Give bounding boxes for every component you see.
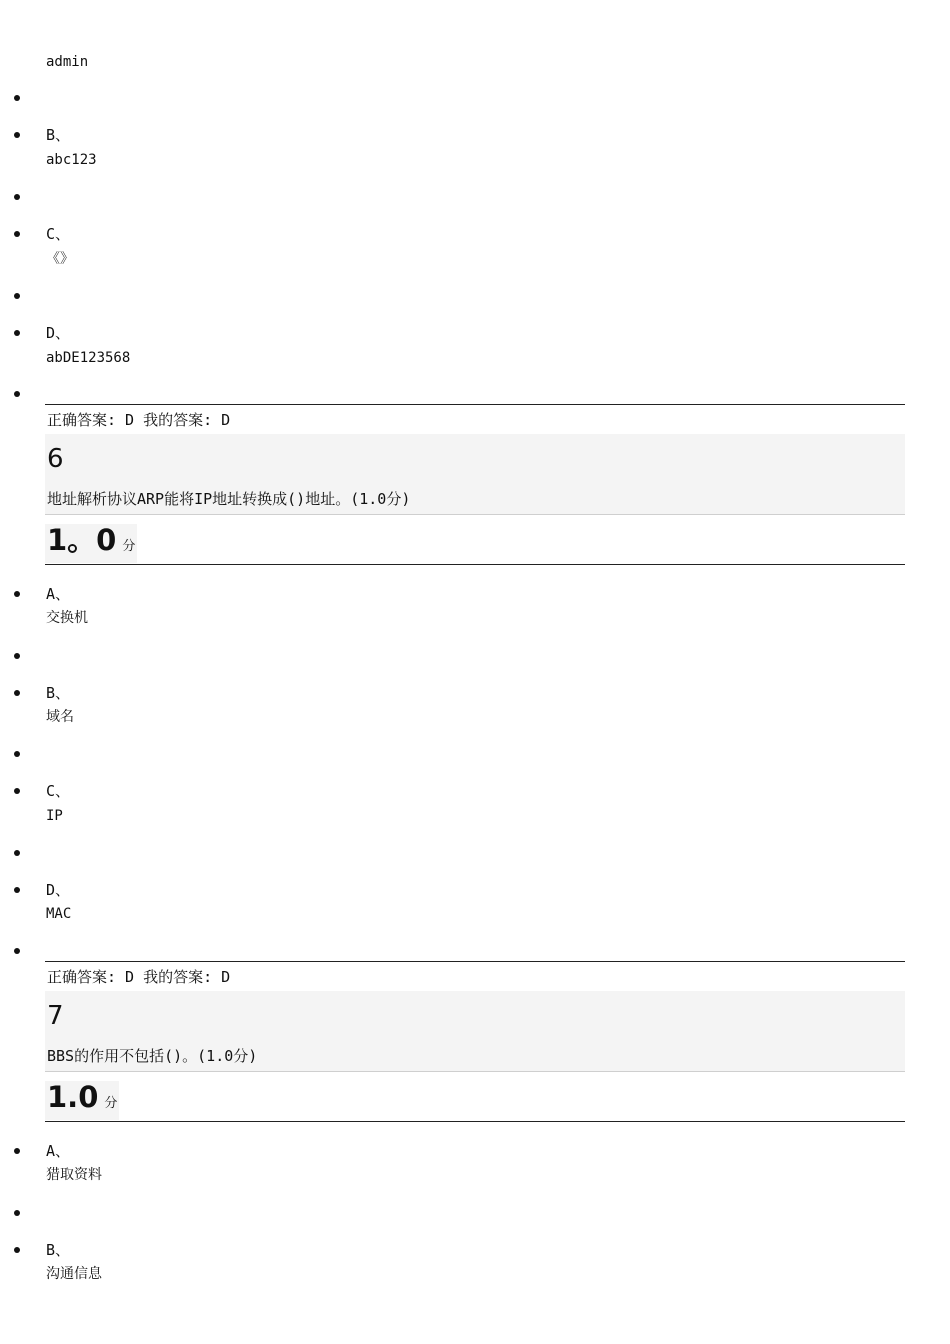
option-c-label: C、: [46, 782, 71, 800]
score-value: 1。0: [47, 523, 117, 557]
question-text: BBS的作用不包括()。(1.0分): [47, 1047, 258, 1065]
question-text: 地址解析协议ARP能将IP地址转换成()地址。(1.0分): [47, 490, 411, 508]
answer-line: 正确答案: D 我的答案: D: [47, 968, 231, 986]
option-a-text: admin: [46, 54, 89, 70]
list-bullet: [14, 887, 20, 893]
option-b-text: abc123: [46, 152, 97, 168]
option-a-text: 交换机: [46, 610, 88, 626]
option-b-text: 沟通信息: [46, 1266, 102, 1282]
option-d-label: D、: [46, 324, 71, 342]
divider: [45, 961, 905, 962]
option-d-text: MAC: [46, 906, 72, 922]
option-c-label: C、: [46, 225, 71, 243]
option-b-label: B、: [46, 126, 71, 144]
list-bullet: [14, 132, 20, 138]
question-number: 7: [47, 1001, 64, 1031]
list-bullet: [14, 690, 20, 696]
list-bullet: [14, 751, 20, 757]
divider: [45, 1121, 905, 1122]
question-header: [45, 434, 905, 515]
divider: [45, 564, 905, 565]
list-bullet: [14, 194, 20, 200]
list-bullet: [14, 1148, 20, 1154]
option-c-text: 《》: [46, 251, 74, 267]
option-b-label: B、: [46, 1241, 71, 1259]
list-bullet: [14, 591, 20, 597]
list-bullet: [14, 850, 20, 856]
list-bullet: [14, 1210, 20, 1216]
option-b-text: 域名: [46, 709, 74, 725]
question-header: [45, 991, 905, 1072]
list-bullet: [14, 330, 20, 336]
question-score: [45, 1081, 119, 1120]
list-bullet: [14, 293, 20, 299]
list-bullet: [14, 1247, 20, 1253]
score-unit: 分: [104, 1096, 118, 1111]
option-d-label: D、: [46, 881, 71, 899]
option-b-label: B、: [46, 684, 71, 702]
list-bullet: [14, 391, 20, 397]
option-c-text: IP: [46, 808, 63, 824]
list-bullet: [14, 95, 20, 101]
question-score: [45, 524, 137, 563]
divider: [45, 404, 905, 405]
option-a-text: 猎取资料: [46, 1167, 102, 1183]
list-bullet: [14, 231, 20, 237]
answer-line: 正确答案: D 我的答案: D: [47, 411, 231, 429]
list-bullet: [14, 653, 20, 659]
option-d-text: abDE123568: [46, 350, 131, 366]
list-bullet: [14, 948, 20, 954]
list-bullet: [14, 788, 20, 794]
option-a-label: A、: [46, 1142, 71, 1160]
score-unit: 分: [122, 539, 136, 554]
score-value: 1.0: [47, 1080, 99, 1114]
question-number: 6: [47, 444, 64, 474]
option-a-label: A、: [46, 585, 71, 603]
